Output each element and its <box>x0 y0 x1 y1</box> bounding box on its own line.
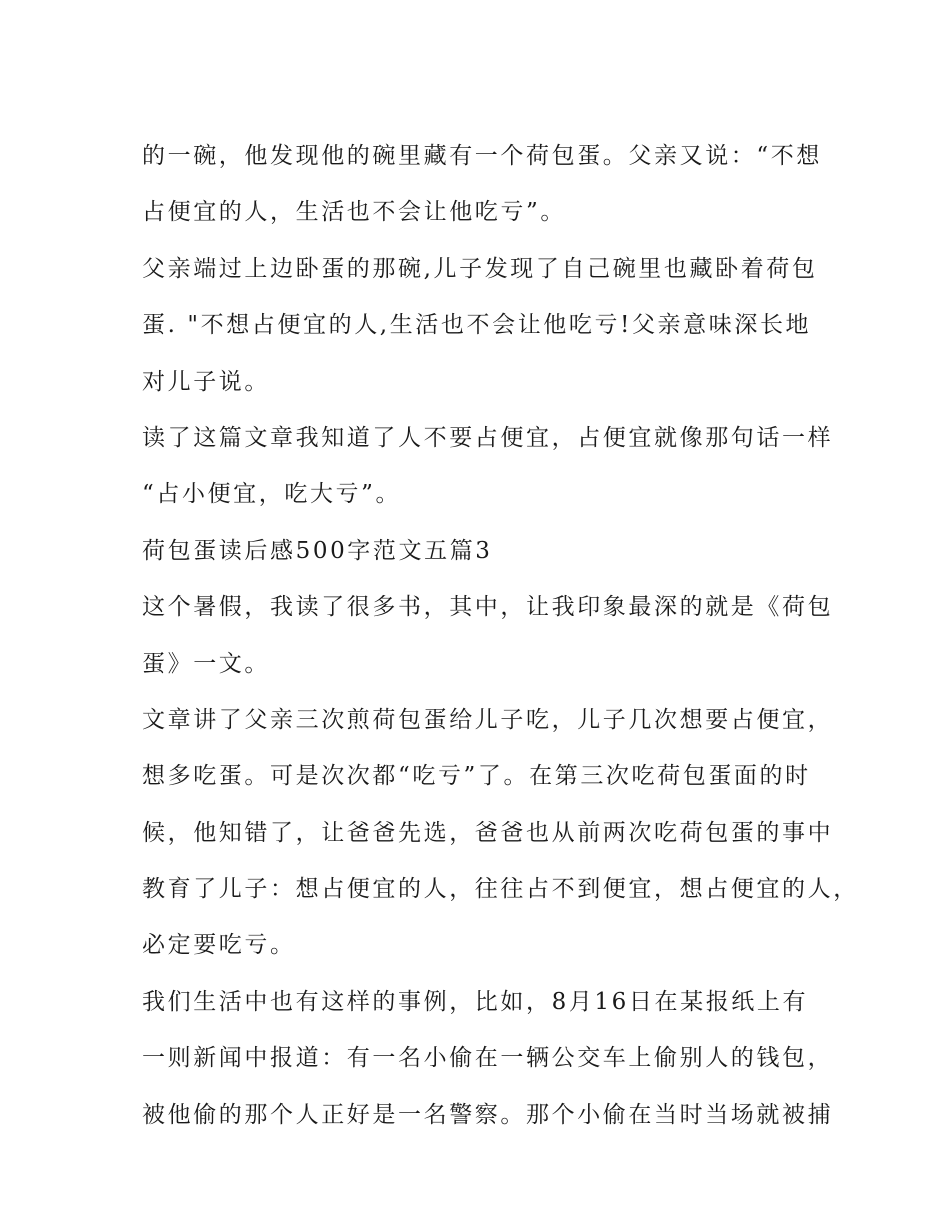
text-line: “占小便宜，吃大亏”。 <box>142 481 402 508</box>
text-line: 我们生活中也有这样的事例，比如，8月16日在某报纸上有 <box>142 988 809 1015</box>
text-line: 对儿子说。 <box>142 368 270 395</box>
text-line: 一则新闻中报道：有一名小偷在一辆公交车上偷别人的钱包， <box>142 1045 834 1072</box>
text-line: 必定要吃亏。 <box>142 932 296 959</box>
text-line: 这个暑假，我读了很多书，其中，让我印象最深的就是《荷包 <box>142 594 834 621</box>
text-line: 读了这篇文章我知道了人不要占便宜，占便宜就像那句话一样 <box>142 424 834 451</box>
text-line: 蛋. "不想占便宜的人,生活也不会让他吃亏!父亲意味深长地 <box>142 312 812 339</box>
text-line: 文章讲了父亲三次煎荷包蛋给儿子吃，儿子几次想要占便宜， <box>142 706 834 733</box>
text-line: 教育了儿子：想占便宜的人，往往占不到便宜，想占便宜的人， <box>142 876 859 903</box>
text-line: 想多吃蛋。可是次次都“吃亏”了。在第三次吃荷包蛋面的时 <box>142 763 811 790</box>
document-body <box>142 133 862 1148</box>
section-heading: 荷包蛋读后感500字范文五篇3 <box>142 537 493 564</box>
text-line: 蛋》一文。 <box>142 650 270 677</box>
text-line: 被他偷的那个人正好是一名警察。那个小偷在当时当场就被捕 <box>142 1101 834 1128</box>
text-line: 的一碗，他发现他的碗里藏有一个荷包蛋。父亲又说：“不想 <box>142 143 822 169</box>
text-line: 候，他知错了，让爸爸先选，爸爸也从前两次吃荷包蛋的事中 <box>142 819 834 846</box>
text-line: 占便宜的人，生活也不会让他吃亏”。 <box>142 199 566 226</box>
text-line: 父亲端过上边卧蛋的那碗,儿子发现了自己碗里也藏卧着荷包 <box>142 255 818 282</box>
